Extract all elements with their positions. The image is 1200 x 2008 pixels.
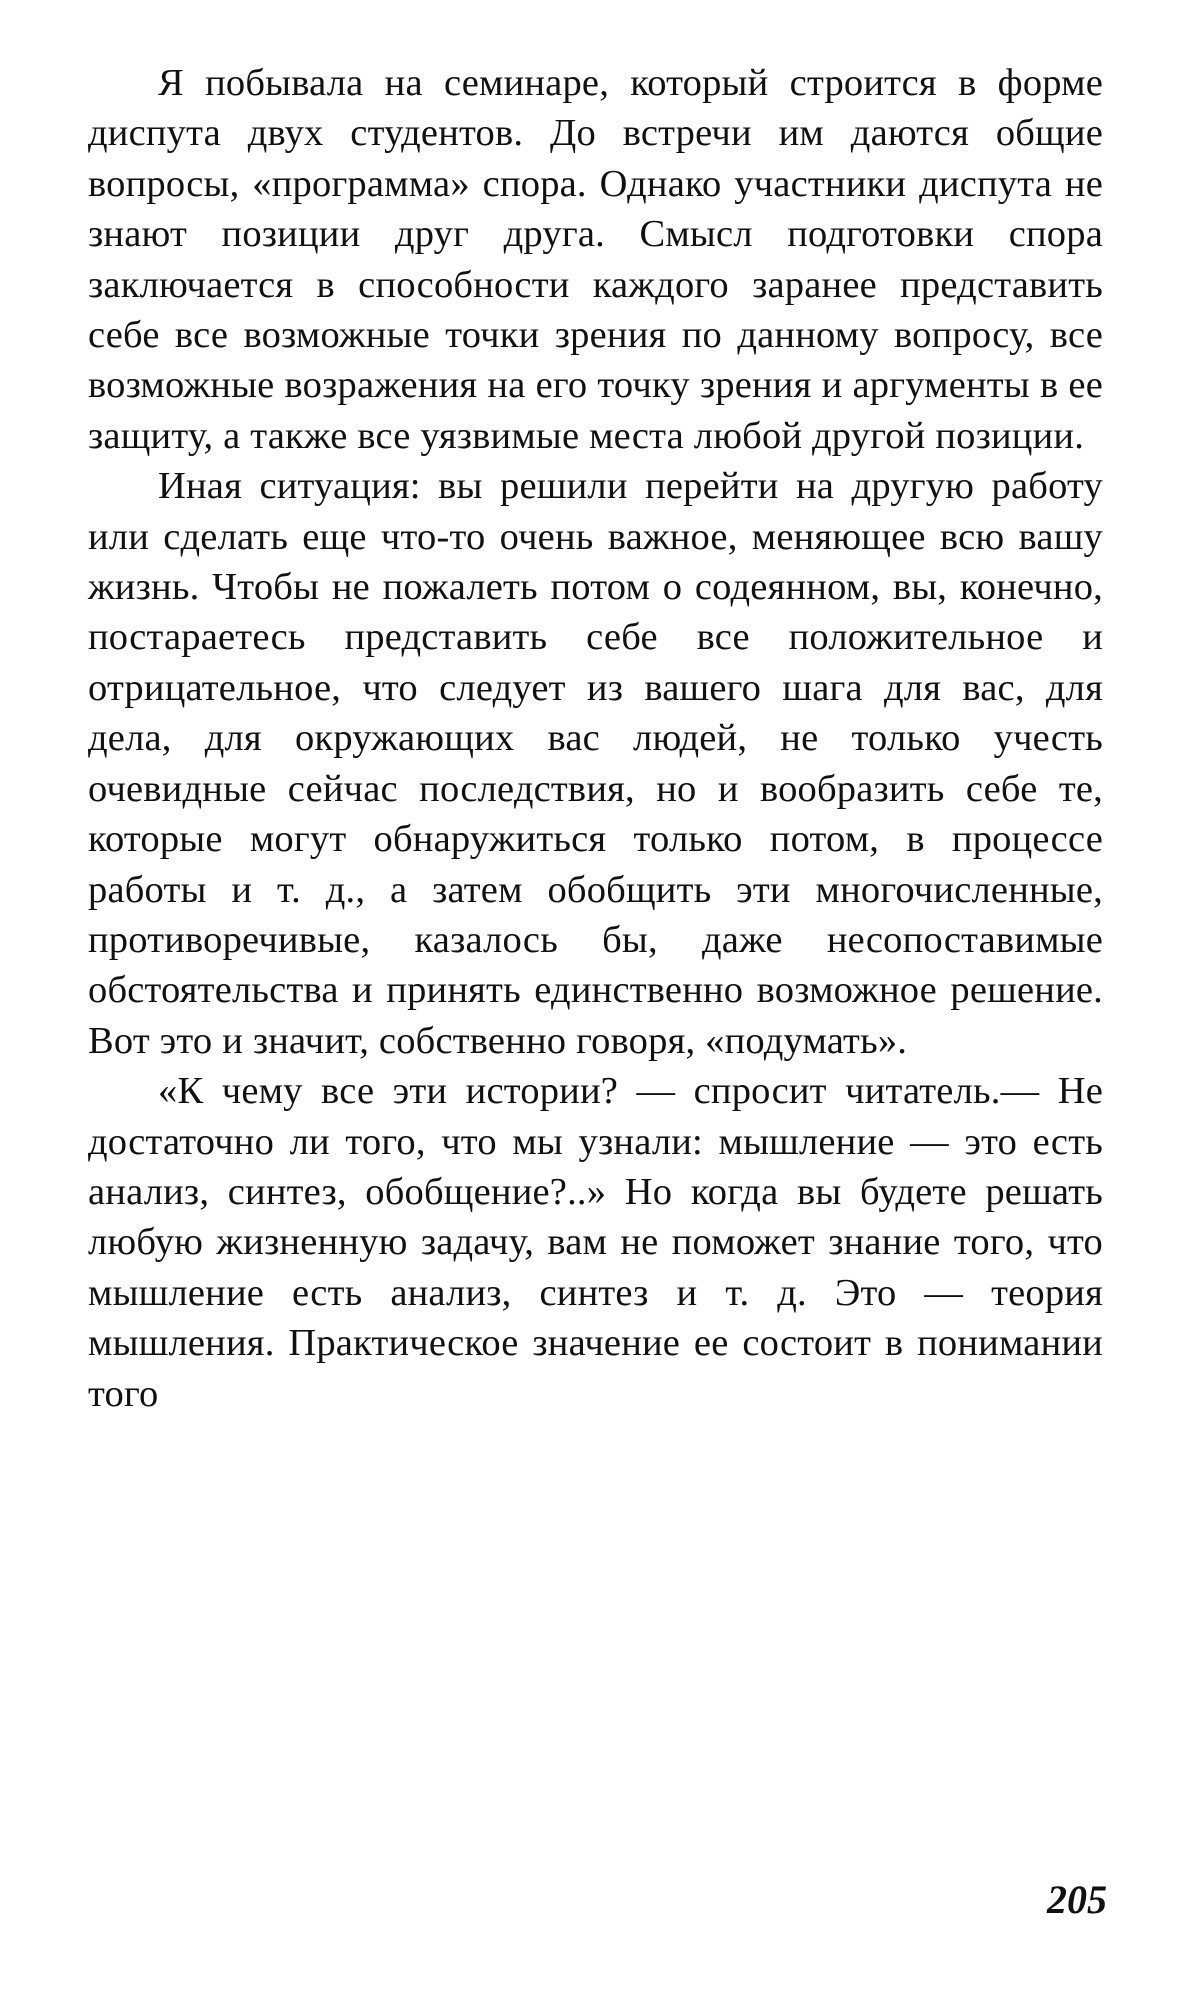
book-page [88,58,1103,1419]
paragraph-seminar: Я побывала на семинаре, который строится в форме диспута двух студентов. До встречи им даются общие вопросы, «программа» спора. Однако участники диспута не знают позиции друг друга. Смысл подготовки спора заключается в способности каждого заранее представить себе все возможные точки зрения по данному вопросу, все возможные возражения на его точку зрения и аргументы в ее защиту, а также все уязвимые места любой другой позиции. [88,62,1103,457]
paragraph-new-job: Иная ситуация: вы решили перейти на другую работу или сделать еще что-то очень важное, меняющее всю вашу жизнь. Чтобы не пожалеть потом о содеянном, вы, конечно, постараетесь представить себе все положительное и отрицательное, что следует из вашего шага для вас, для дела, для окружающих вас людей, не только учесть очевидные сейчас последствия, но и вообразить себе те, которые могут обнаружиться только потом, в процессе работы и т. д., а затем обобщить эти многочисленные, противоречивые, казалось бы, даже несопоставимые обстоятельства и принять единственно возможное решение. Вот это и значит, собственно говоря, «подумать». [88,465,1103,1062]
paragraph-theory: «К чему все эти истории? — спросит читатель.— Не достаточно ли того, что мы узнали: мышление — это есть анализ, синтез, обобщение?..» Но когда вы будете решать любую жизненную задачу, вам не поможет знание того, что мышление есть анализ, синтез и т. д. Это — теория мышления. Практическое значение ее состоит в понимании того [88,1070,1103,1415]
page-number: 205 [1047,1877,1107,1922]
